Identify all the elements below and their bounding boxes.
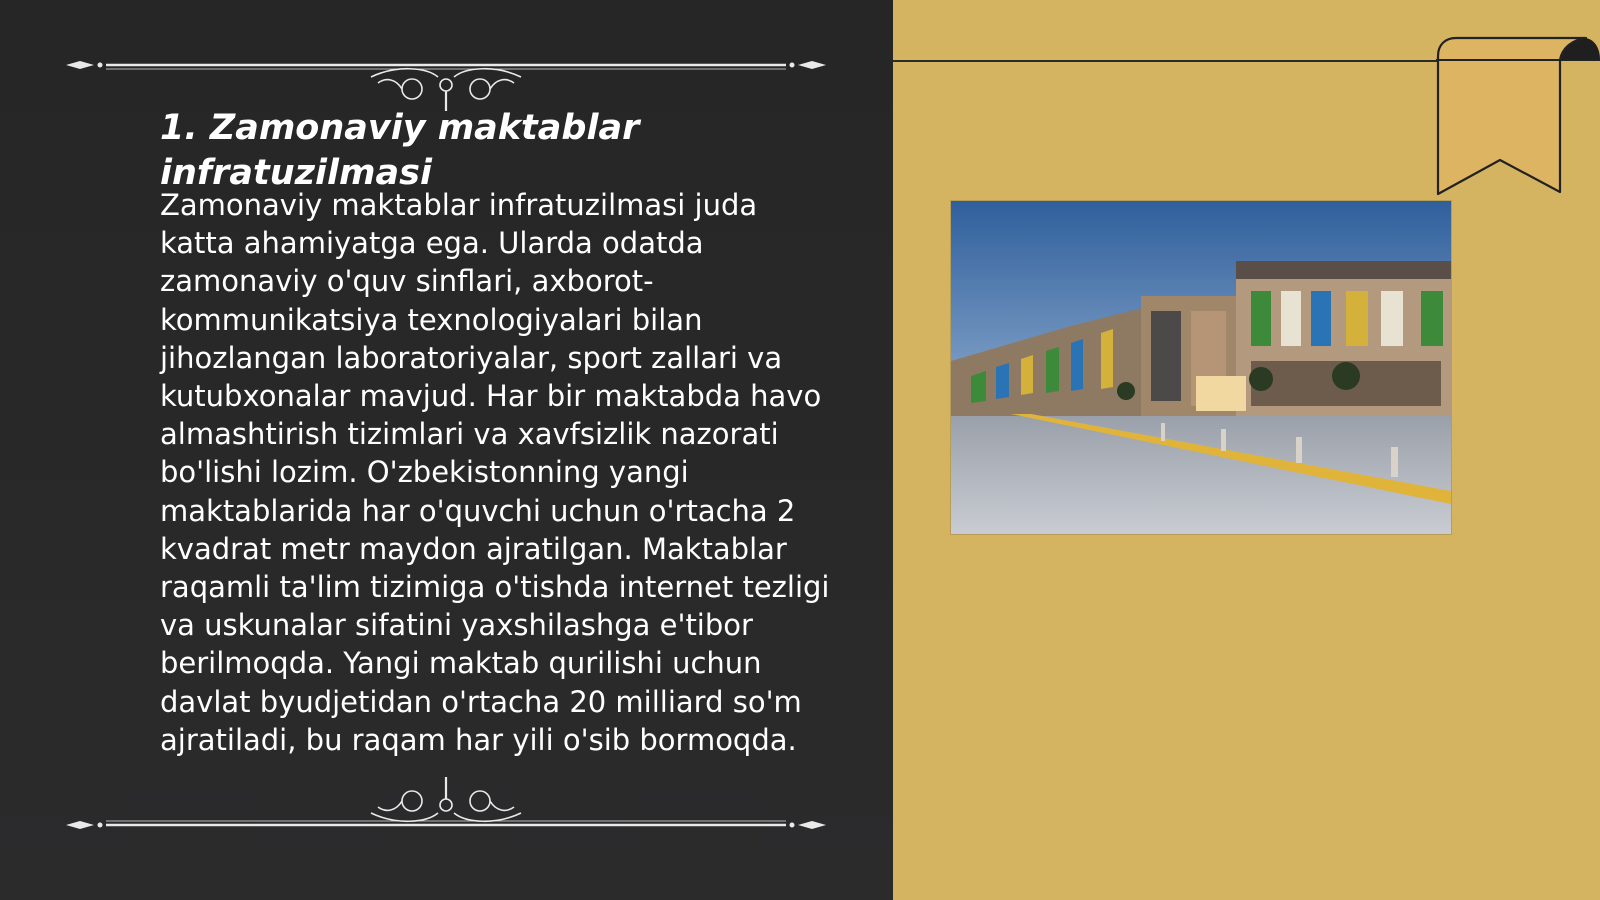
- horizontal-divider-line: [893, 60, 1438, 62]
- bookmark-ribbon-icon: [1436, 34, 1600, 199]
- bottom-ornament-icon: [66, 773, 826, 833]
- slide-body-text: Zamonaviy maktablar infratuzilmasi juda katta ahamiyatga ega. Ularda odatda zamonaviy o'quv sinflari, axborot-kommunikatsiya texnologiyalari bilan jihozlangan laboratoriyalar, sport zallari va kutubxonalar mavjud. Har bir maktabda havo almashtirish tizimlari va xavfsizlik nazorati bo'lishi lozim. O'zbekistonning yangi maktablarida har o'quvchi uchun o'rtacha 2 kvadrat metr maydon ajratilgan. Maktablar raqamli ta'lim tizimiga o'tishda internet tezligi va uskunalar sifatini yaxshilashga e'tibor berilmoqda. Yangi maktab qurilishi uchun davlat byudjetidan o'rtacha 20 milliard so'm ajratiladi, bu raqam har yili o'sib bormoqda.: [160, 188, 830, 757]
- slide-title: 1. Zamonaviy maktablar infratuzilmasi: [160, 108, 640, 193]
- school-building-photo: [950, 200, 1452, 535]
